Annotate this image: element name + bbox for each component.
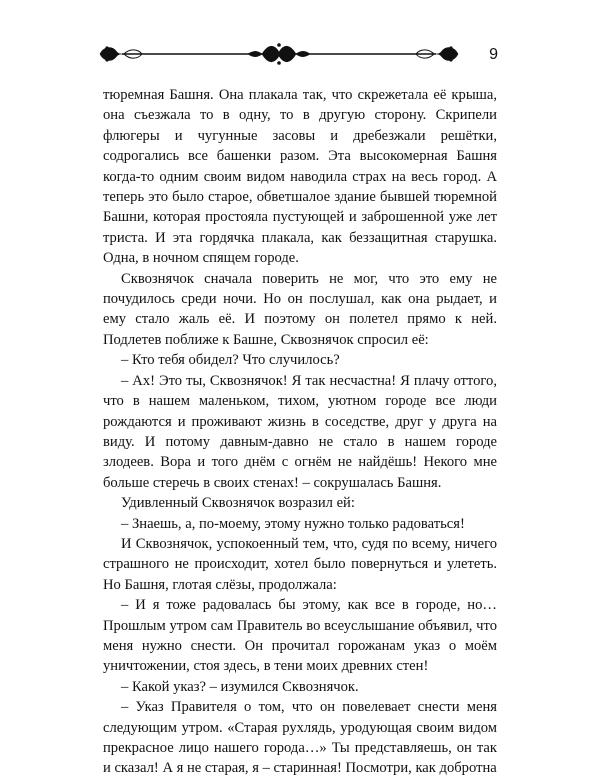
paragraph: И Сквознячок, успокоенный тем, что, судя по всему, ничего страшного не происходит, хотел было повернуться и улететь. Но Башня, глотая слёзы, продолжала: xyxy=(103,535,497,593)
paragraph: – Указ Правителя о том, что он повелевает снести меня следующим утром. «Старая рухлядь, уродующая своим видом прекрасное лицо нашего города…» Ты представляешь, он так и сказал! А я не старая, я – старинная! Посмотри, как добротна xyxy=(103,699,497,777)
paragraph: – И я тоже радовалась бы этому, как все в городе, но… Прошлым утром сам Правитель во всеуслышание объявил, что меня нужно снести. Он прочитал горожанам указ о моём уничтожении, стоя здесь, в тени моих древних стен! xyxy=(103,597,497,675)
paragraph: Удивленный Сквознячок возразил ей: xyxy=(121,495,355,512)
paragraph: – Ах! Это ты, Сквознячок! Я так несчастна! Я плачу оттого, что в нашем маленьком, тихом, уютном городе все люди рождаются и проживают жизнь в соседстве, друг у друга на виду. И потому давным-давно не стало в нашем городе злодеев. Вора и того днём с огнём не найдёшь! Некого мне больше стеречь в своих стенах! – сокрушалась Башня. xyxy=(103,372,497,491)
body-text xyxy=(103,85,497,779)
paragraph: – Знаешь, а, по-моему, этому нужно только радоваться! xyxy=(121,515,465,532)
paragraph: тюремная Башня. Она плакала так, что скрежетала её крыша, она съезжала то в одну, то в другую сторону. Скрипели флюгеры и чугунные засовы и дребезжали решётки, содрогались все башенки разом. Эта высокомерная Башня когда-то одним своим видом наводила страх на весь город. А теперь это было старое, обветшалое здание бывшей тюремной Башни, которая простояла пустующей и заброшенной уже лет триста. И эта гордячка плакала, как беззащитная старушка. Одна, в ночном спящем городе. xyxy=(103,87,497,267)
paragraph: Сквознячок сначала поверить не мог, что это ему не почудилось среди ночи. Но он послушал, как она рыдает, и ему стало жаль её. И поэтому он полетел прямо к ней. Подлетев поближе к Башне, Сквознячок спросил её: xyxy=(103,270,497,348)
page-number: 9 xyxy=(489,46,498,63)
paragraph: – Кто тебя обидел? Что случилось? xyxy=(121,352,340,369)
paragraph: – Какой указ? – изумился Сквознячок. xyxy=(121,678,359,695)
decorative-vine-ornament-icon xyxy=(98,42,460,66)
